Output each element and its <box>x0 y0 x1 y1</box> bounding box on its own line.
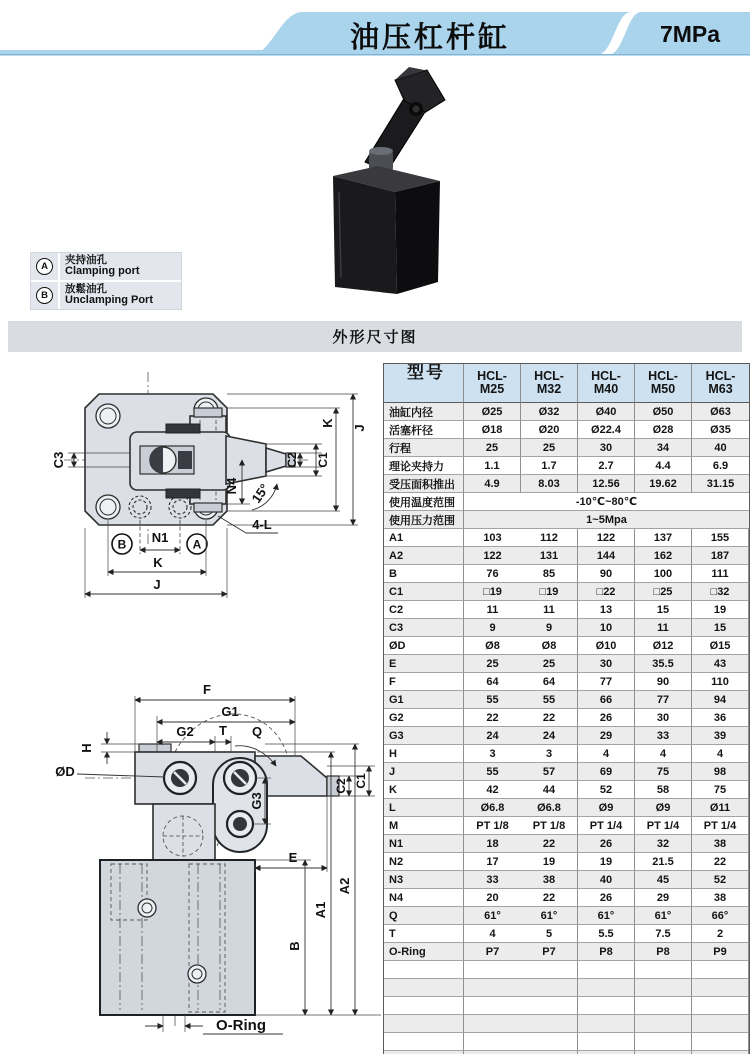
side-dim-g1: G1 <box>221 704 239 719</box>
row-label: 行程 <box>384 439 464 457</box>
column-header: HCL- M50 <box>635 364 692 403</box>
table-cell: 64 <box>464 673 521 691</box>
empty-cell <box>692 1033 749 1051</box>
empty-row-label <box>384 979 464 997</box>
side-dim-c1: C1 <box>354 773 368 789</box>
row-label: K <box>384 781 464 799</box>
table-cell: 30 <box>635 709 692 727</box>
table-cell: 29 <box>578 727 635 745</box>
table-cell: Ø28 <box>635 421 692 439</box>
port-b-mark <box>31 282 60 309</box>
table-cell: 112 <box>521 529 578 547</box>
table-cell: 55 <box>464 691 521 709</box>
table-cell: Ø63 <box>692 403 749 421</box>
plan-dim-j-bottom: J <box>153 577 161 592</box>
table-cell: 6.9 <box>692 457 749 475</box>
row-label: G2 <box>384 709 464 727</box>
empty-cell <box>464 1033 521 1051</box>
empty-cell <box>521 961 578 979</box>
plan-dim-n4: N4 <box>224 477 239 495</box>
table-cell: 61° <box>521 907 578 925</box>
table-cell: 8.03 <box>521 475 578 493</box>
table-cell: 85 <box>521 565 578 583</box>
row-label: G1 <box>384 691 464 709</box>
empty-cell <box>635 979 692 997</box>
table-cell: 22 <box>464 709 521 727</box>
plan-dim-angle: 15° <box>248 481 273 506</box>
table-cell: 57 <box>521 763 578 781</box>
table-cell: 4 <box>578 745 635 763</box>
table-cell: 20 <box>464 889 521 907</box>
table-cell: 15 <box>635 601 692 619</box>
table-cell: 25 <box>464 655 521 673</box>
table-cell: Ø12 <box>635 637 692 655</box>
row-label: G3 <box>384 727 464 745</box>
table-cell: 94 <box>692 691 749 709</box>
table-cell: PT 1/8 <box>464 817 521 835</box>
empty-cell <box>521 979 578 997</box>
table-cell: 4.4 <box>635 457 692 475</box>
empty-cell <box>521 997 578 1015</box>
table-cell: 33 <box>464 871 521 889</box>
side-dim-g2: G2 <box>176 724 194 739</box>
row-label: L <box>384 799 464 817</box>
table-cell: 25 <box>521 655 578 673</box>
row-label: N1 <box>384 835 464 853</box>
row-label: A1 <box>384 529 464 547</box>
table-cell: 34 <box>635 439 692 457</box>
table-cell: 44 <box>521 781 578 799</box>
plan-dim-c2: C2 <box>285 452 299 468</box>
table-cell: 38 <box>692 835 749 853</box>
table-cell: 22 <box>521 709 578 727</box>
table-cell: Ø35 <box>692 421 749 439</box>
side-dim-h: H <box>79 743 94 753</box>
plan-dim-n1: N1 <box>151 530 169 545</box>
table-cell: Ø32 <box>521 403 578 421</box>
table-cell: 162 <box>635 547 692 565</box>
table-cell: 45 <box>635 871 692 889</box>
row-label: N4 <box>384 889 464 907</box>
empty-row-label <box>384 961 464 979</box>
table-cell: □19 <box>464 583 521 601</box>
table-cell: 75 <box>635 763 692 781</box>
table-cell: 103 <box>464 529 521 547</box>
column-header: HCL- M63 <box>692 364 749 403</box>
table-cell-span: 1~5Mpa <box>464 511 749 529</box>
table-cell: Ø18 <box>464 421 521 439</box>
table-cell: P8 <box>578 943 635 961</box>
side-drawing <box>25 658 385 1054</box>
table-cell: 110 <box>692 673 749 691</box>
table-cell: 26 <box>578 889 635 907</box>
side-label-oring: O-Ring <box>216 1017 266 1034</box>
empty-cell <box>692 961 749 979</box>
table-cell: 66 <box>578 691 635 709</box>
table-cell: □32 <box>692 583 749 601</box>
table-cell: 12.56 <box>578 475 635 493</box>
port-a-mark <box>31 253 60 280</box>
table-cell: 40 <box>578 871 635 889</box>
row-label: ØD <box>384 637 464 655</box>
table-cell: □25 <box>635 583 692 601</box>
column-header: HCL- M25 <box>464 364 521 403</box>
table-cell: 4 <box>464 925 521 943</box>
row-label: A2 <box>384 547 464 565</box>
table-cell: 111 <box>692 565 749 583</box>
table-cell: P7 <box>464 943 521 961</box>
port-legend <box>30 252 182 310</box>
table-cell: 22 <box>521 835 578 853</box>
table-cell: 90 <box>578 565 635 583</box>
table-cell: 90 <box>635 673 692 691</box>
table-cell: Ø9 <box>578 799 635 817</box>
table-cell: 13 <box>578 601 635 619</box>
table-cell: Ø6.8 <box>464 799 521 817</box>
empty-cell <box>578 961 635 979</box>
side-dim-f: F <box>203 682 211 697</box>
table-cell: 11 <box>464 601 521 619</box>
table-cell: Ø8 <box>521 637 578 655</box>
table-cell: 77 <box>635 691 692 709</box>
table-cell: 4 <box>635 745 692 763</box>
table-cell: 17 <box>464 853 521 871</box>
side-dim-t: T <box>219 723 227 738</box>
table-cell: 1.1 <box>464 457 521 475</box>
table-cell: 30 <box>578 439 635 457</box>
row-label: C2 <box>384 601 464 619</box>
table-cell: 19.62 <box>635 475 692 493</box>
table-cell: 58 <box>635 781 692 799</box>
section-title: 外形尺寸图 <box>8 321 742 352</box>
port-a-label-cn: 夹持油孔 <box>65 254 107 267</box>
table-cell: 22 <box>521 889 578 907</box>
port-a-label-en: Clamping port <box>65 265 140 278</box>
table-cell: 9 <box>464 619 521 637</box>
side-dim-od: ØD <box>55 764 75 779</box>
table-cell: P8 <box>635 943 692 961</box>
table-cell: 77 <box>578 673 635 691</box>
table-cell: 40 <box>692 439 749 457</box>
table-cell: 15 <box>692 619 749 637</box>
row-label: C1 <box>384 583 464 601</box>
side-dim-e: E <box>288 850 298 865</box>
pressure-badge: 7MPa <box>659 21 721 47</box>
circled-letter-a: A <box>36 258 53 275</box>
table-cell: 122 <box>464 547 521 565</box>
table-cell: 187 <box>692 547 749 565</box>
plan-dim-j-right: J <box>352 424 367 432</box>
row-label: M <box>384 817 464 835</box>
table-cell: Ø22.4 <box>578 421 635 439</box>
empty-cell <box>692 997 749 1015</box>
table-cell: Ø25 <box>464 403 521 421</box>
empty-cell <box>578 997 635 1015</box>
table-cell: 19 <box>692 601 749 619</box>
row-label: N2 <box>384 853 464 871</box>
table-cell: 100 <box>635 565 692 583</box>
table-cell: Ø40 <box>578 403 635 421</box>
table-cell: 29 <box>635 889 692 907</box>
table-cell: 21.5 <box>635 853 692 871</box>
table-cell: 3 <box>464 745 521 763</box>
plan-port-a: A <box>192 537 202 552</box>
empty-cell <box>692 1015 749 1033</box>
table-cell: 42 <box>464 781 521 799</box>
table-cell: 25 <box>521 439 578 457</box>
empty-cell <box>464 1015 521 1033</box>
row-label: T <box>384 925 464 943</box>
table-cell: 98 <box>692 763 749 781</box>
table-cell: 2.7 <box>578 457 635 475</box>
table-cell: 26 <box>578 709 635 727</box>
circled-letter-b: B <box>36 287 53 304</box>
spec-table <box>383 363 750 1054</box>
row-label: 受压面积推出 <box>384 475 464 493</box>
table-cell: 61° <box>635 907 692 925</box>
row-label: O-Ring <box>384 943 464 961</box>
table-cell: PT 1/4 <box>692 817 749 835</box>
plan-dim-c1: C1 <box>316 452 330 468</box>
table-cell: 55 <box>464 763 521 781</box>
row-label: B <box>384 565 464 583</box>
empty-row-label <box>384 1015 464 1033</box>
table-cell: PT 1/4 <box>635 817 692 835</box>
table-cell: 24 <box>464 727 521 745</box>
column-header: HCL- M32 <box>521 364 578 403</box>
table-cell: 76 <box>464 565 521 583</box>
table-cell: Ø10 <box>578 637 635 655</box>
empty-cell <box>635 1033 692 1051</box>
table-cell: 131 <box>521 547 578 565</box>
table-cell: 137 <box>635 529 692 547</box>
port-b-label-en: Unclamping Port <box>65 294 154 307</box>
table-cell: 5.5 <box>578 925 635 943</box>
side-dim-g3: G3 <box>249 792 264 810</box>
row-label: J <box>384 763 464 781</box>
side-dim-b: B <box>287 941 302 951</box>
row-label: Q <box>384 907 464 925</box>
table-cell: P9 <box>692 943 749 961</box>
table-cell: 11 <box>521 601 578 619</box>
plan-dim-k-bottom: K <box>153 555 163 570</box>
table-cell: P7 <box>521 943 578 961</box>
plan-label-4l: 4-L <box>252 517 272 532</box>
empty-cell <box>578 1015 635 1033</box>
row-label: E <box>384 655 464 673</box>
port-b-label-cn: 放鬆油孔 <box>65 283 107 296</box>
table-cell: 1.7 <box>521 457 578 475</box>
table-cell: 55 <box>521 691 578 709</box>
table-cell: 4.9 <box>464 475 521 493</box>
table-cell: 32 <box>635 835 692 853</box>
table-cell: Ø20 <box>521 421 578 439</box>
table-cell: Ø8 <box>464 637 521 655</box>
table-cell: 61° <box>464 907 521 925</box>
empty-cell <box>635 961 692 979</box>
table-cell: 18 <box>464 835 521 853</box>
table-cell: Ø50 <box>635 403 692 421</box>
legend-row-a <box>31 253 181 280</box>
empty-cell <box>521 1033 578 1051</box>
plan-drawing <box>30 368 380 658</box>
table-cell: 30 <box>578 655 635 673</box>
plan-dim-k-right: K <box>320 418 335 428</box>
column-header: HCL- M40 <box>578 364 635 403</box>
table-cell: 2 <box>692 925 749 943</box>
table-cell: 4 <box>692 745 749 763</box>
side-dim-a1: A1 <box>313 901 328 919</box>
table-cell: Ø15 <box>692 637 749 655</box>
empty-cell <box>521 1015 578 1033</box>
table-cell: 39 <box>692 727 749 745</box>
table-cell: 52 <box>578 781 635 799</box>
row-label: 活塞杆径 <box>384 421 464 439</box>
plan-dim-c3: C3 <box>51 451 66 469</box>
legend-row-b <box>31 280 181 309</box>
empty-cell <box>578 1033 635 1051</box>
table-cell: 144 <box>578 547 635 565</box>
table-cell: 24 <box>521 727 578 745</box>
table-cell: □19 <box>521 583 578 601</box>
empty-cell <box>635 1015 692 1033</box>
row-label: N3 <box>384 871 464 889</box>
table-cell: 3 <box>521 745 578 763</box>
table-cell: 52 <box>692 871 749 889</box>
table-cell: PT 1/8 <box>521 817 578 835</box>
table-cell: 36 <box>692 709 749 727</box>
table-cell: 155 <box>692 529 749 547</box>
empty-cell <box>635 997 692 1015</box>
table-cell-span: -10℃~80℃ <box>464 493 749 511</box>
empty-row-label <box>384 997 464 1015</box>
row-label: H <box>384 745 464 763</box>
table-cell: 69 <box>578 763 635 781</box>
table-cell: 64 <box>521 673 578 691</box>
row-label: 油缸内径 <box>384 403 464 421</box>
empty-cell <box>692 979 749 997</box>
row-label: 使用温度范围 <box>384 493 464 511</box>
table-cell: 35.5 <box>635 655 692 673</box>
empty-cell <box>464 997 521 1015</box>
table-cell: 11 <box>635 619 692 637</box>
table-cell: 22 <box>692 853 749 871</box>
table-cell: 19 <box>578 853 635 871</box>
model-column-header: 型号 <box>384 364 464 403</box>
table-cell: 7.5 <box>635 925 692 943</box>
table-cell: Ø11 <box>692 799 749 817</box>
table-cell: 75 <box>692 781 749 799</box>
row-label: F <box>384 673 464 691</box>
empty-cell <box>464 961 521 979</box>
table-cell: 43 <box>692 655 749 673</box>
side-dim-c2: C2 <box>334 778 348 794</box>
table-cell: 26 <box>578 835 635 853</box>
table-cell: 25 <box>464 439 521 457</box>
table-cell: □22 <box>578 583 635 601</box>
plan-port-b: B <box>117 537 127 552</box>
side-dim-a2: A2 <box>337 877 352 895</box>
product-photo <box>315 62 465 302</box>
empty-cell <box>464 979 521 997</box>
row-label: 使用压力范围 <box>384 511 464 529</box>
table-cell: 38 <box>692 889 749 907</box>
table-cell: PT 1/4 <box>578 817 635 835</box>
empty-row-label <box>384 1033 464 1051</box>
page-title: 油压杠杆缸 <box>349 22 510 54</box>
table-cell: 10 <box>578 619 635 637</box>
side-dim-q: Q <box>251 724 263 739</box>
table-cell: Ø6.8 <box>521 799 578 817</box>
table-cell: 33 <box>635 727 692 745</box>
table-cell: Ø9 <box>635 799 692 817</box>
table-cell: 31.15 <box>692 475 749 493</box>
empty-cell <box>578 979 635 997</box>
table-cell: 38 <box>521 871 578 889</box>
table-cell: 66° <box>692 907 749 925</box>
row-label: C3 <box>384 619 464 637</box>
table-cell: 19 <box>521 853 578 871</box>
table-cell: 5 <box>521 925 578 943</box>
table-cell: 9 <box>521 619 578 637</box>
row-label: 理论夹持力 <box>384 457 464 475</box>
table-cell: 61° <box>578 907 635 925</box>
table-cell: 122 <box>578 529 635 547</box>
